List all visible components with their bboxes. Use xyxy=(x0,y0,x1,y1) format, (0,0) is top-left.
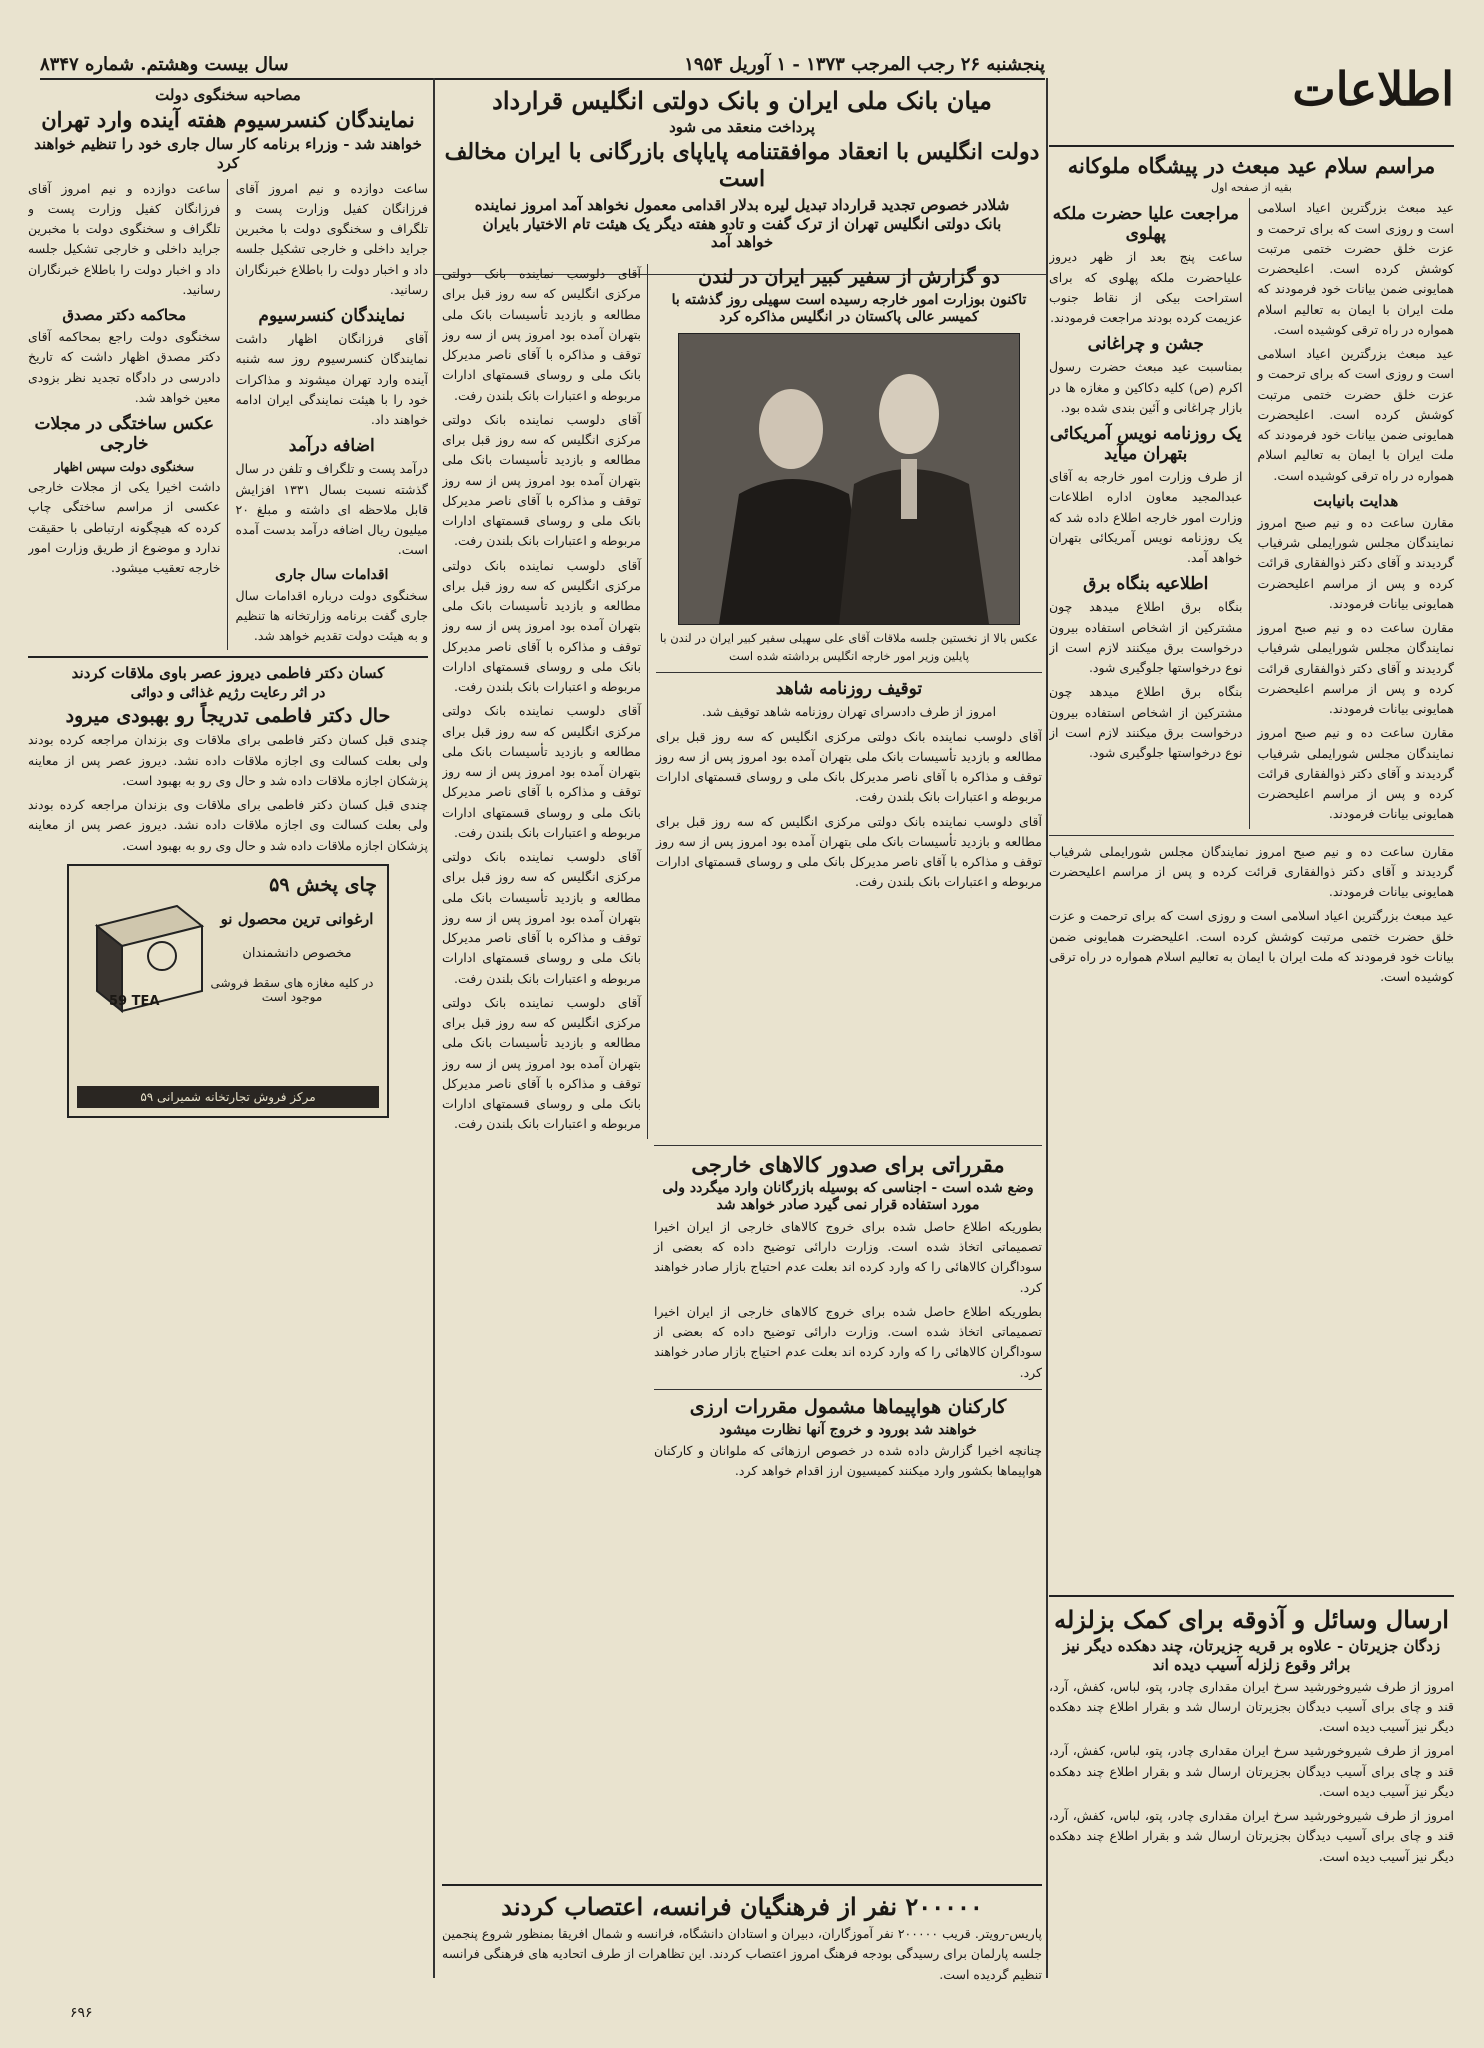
masthead: اطلاعات xyxy=(1292,62,1454,116)
date-line: پنجشنبه ۲۶ رجب المرجب ۱۳۷۳ - ۱ آوریل ۱۹۵۴ xyxy=(684,53,1045,75)
sallam-intro: بقیه از صفحه اول xyxy=(1211,181,1292,195)
photo-news-kicker: سخنگوی دولت سپس اظهار xyxy=(54,460,195,474)
aid-body: امروز از طرف شیروخورشید سرخ ایران مقداری چادر، پتو، لباس، کفش، آرد، قند و چای برای آسیب دیدگان بجزیرتان ارسال شد و بقرار اطلاع چند دهکده دیگر نیز آسیب دیده است. xyxy=(1049,1678,1454,1734)
consortium-title: نمایندگان کنسرسیوم xyxy=(258,306,406,326)
ambassador-photo xyxy=(678,333,1020,625)
sallam-body: عید مبعث بزرگترین اعیاد اسلامی است و روزی است که برای ترحمت و عزت خلق حضرت ختمی مرتبت کوشش کرده است. اعلیحضرت همایونی ضمن بیانات خود فرمودند که ملت ایران با ایمان به تعالیم اسلام همواره در راه ترقی کوشیده است. xyxy=(1257,346,1454,483)
guidance-title: هدایت بانیابت xyxy=(1313,491,1399,510)
lead-deck: شلادر خصوص تجدید قرارداد تبدیل لیره بدلار اقدامی معمول نخواهد آمد امروز نماینده بانک دولتی انگلیس تهران از ترک گفت و تادو هفته دیگر یک هیئت تام الاختیار بایران خواهد آمد xyxy=(474,195,1010,252)
airline-title: کارکنان هواپیماها مشمول مقررات ارزی xyxy=(689,1395,1007,1418)
aid-deck: زدگان جزیرتان - علاوه بر قریه جزیرتان، چند دهکده دیگر نیز براثر وقوع زلزله آسیب دیده اند xyxy=(1062,1637,1441,1674)
fatemi-article xyxy=(28,656,428,856)
airline-deck: خواهند شد بورود و خروج آنها نظارت میشود xyxy=(719,1421,977,1438)
lead-body: آقای دلوسب نماینده بانک دولتی مرکزی انگلیس که سه روز قبل برای مطالعه و بازدید تأسیسات بانک ملی بتهران آمده بود امروز پس از سه روز توقف و مذاکره با آقای ناصر مدیرکل بانک ملی و روسای قسمتهای ادارات مربوطه و اعتبارات بانک بلندن رفت. xyxy=(442,557,641,694)
center-column xyxy=(442,84,1042,1984)
header-bar xyxy=(40,50,1045,80)
mossadegh-body: سخنگوی دولت راجع بمحاکمه آقای دکتر مصدق اظهار داشت که تاریخ دادرسی در دادگاه تجدید نظر بزودی معین خواهد شد. xyxy=(28,329,221,405)
journalist-body: از طرف وزارت امور خارجه به آقای عبدالمجید معاون اداره اطلاعات وزارت امور خارجه اطلاع داده شد که یک روزنامه نویس آمریکائی بتهران خواهد آمد. xyxy=(1049,469,1243,565)
concert-deck: خواهند شد - وزراء برنامه کار سال جاری خود را تنظیم خواهند کرد xyxy=(34,135,422,172)
lead-kicker: میان بانک ملی ایران و بانک دولتی انگلیس قرارداد xyxy=(492,86,992,115)
power-title: اطلاعیه بنگاه برق xyxy=(1083,574,1209,595)
stop-title: توقیف روزنامه شاهد xyxy=(775,679,923,699)
column-rule xyxy=(1046,78,1048,1978)
aid-body: امروز از طرف شیروخورشید سرخ ایران مقداری چادر، پتو، لباس، کفش، آرد، قند و چای برای آسیب دیدگان بجزیرتان ارسال شد و بقرار اطلاع چند دهکده دیگر نیز آسیب دیده است. xyxy=(1049,1808,1454,1864)
income-body: درآمد پست و تلگراف و تلفن در سال گذشته نسبت بسال ۱۳۳۱ افزایش قابل ملاحظه ای داشته و مبلغ ۲۰ میلیون ریال اضافه درآمد بدست آمده است. xyxy=(235,461,428,558)
fest-body: بمناسبت عید مبعث حضرت رسول اکرم (ص) کلیه دکاکین و مغازه ها در بازار چراغانی و آئین بندی شده بود. xyxy=(1049,359,1243,415)
fatemi-body: چندی قبل کسان دکتر فاطمی برای ملاقات وی بزندان مراجعه کرده بودند ولی بعلت کسالت وی اجازه ملاقات داده نشد. دیروز عصر پس از معاینه پزشکان اجازه ملاقات داده شد و حال وی رو به بهبود است. xyxy=(28,797,428,853)
concert-body: ساعت دوازده و نیم امروز آقای فرزانگان کفیل وزارت پست و تلگراف و سخنگوی دولت با مخبرین جراید داخلی و خارجی تشکیل جلسه داد و اخبار دولت را باطلاع خبرنگاران رسانید. xyxy=(235,180,428,297)
page-number: ۶۹۶ xyxy=(70,2005,93,2021)
lead-body: آقای دلوسب نماینده بانک دولتی مرکزی انگلیس که سه روز قبل برای مطالعه و بازدید تأسیسات بانک ملی بتهران آمده بود امروز پس از سه روز توقف و مذاکره با آقای ناصر مدیرکل بانک ملی و روسای قسمتهای ادارات مربوطه و اعتبارات بانک بلندن رفت. xyxy=(442,849,641,986)
ad-sub: مخصوص دانشمندان xyxy=(242,945,352,961)
fatemi-body: چندی قبل کسان دکتر فاطمی برای ملاقات وی بزندان مراجعه کرده بودند ولی بعلت کسالت وی اجازه ملاقات داده نشد. دیروز عصر پس از معاینه پزشکان اجازه ملاقات داده شد و حال وی رو به بهبود است. xyxy=(28,732,428,788)
tea-advertisement xyxy=(67,864,389,1118)
ad-slogan: ارغوانی ترین محصول نو xyxy=(220,909,374,928)
photo-news-title: عکس ساختگی در مجلات خارجی xyxy=(34,414,215,454)
lead-subkicker: پرداخت منعقد می شود xyxy=(669,118,815,136)
london-body: آقای دلوسب نماینده بانک دولتی مرکزی انگلیس که سه روز قبل برای مطالعه و بازدید تأسیسات بانک ملی بتهران آمده بود امروز پس از سه روز توقف و مذاکره با آقای ناصر مدیرکل بانک ملی و روسای قسمتهای ادارات مربوطه و اعتبارات بانک بلندن رفت. xyxy=(655,813,1042,890)
lead-body: آقای دلوسب نماینده بانک دولتی مرکزی انگلیس که سه روز قبل برای مطالعه و بازدید تأسیسات بانک ملی بتهران آمده بود امروز پس از سه روز توقف و مذاکره با آقای ناصر مدیرکل بانک ملی و روسای قسمتهای ادارات مربوطه و اعتبارات بانک بلندن رفت. xyxy=(442,703,641,840)
london-title: دو گزارش از سفیر کبیر ایران در لندن xyxy=(698,266,1000,288)
export-body: بطوریکه اطلاع حاصل شده برای خروج کالاهای خارجی از ایران اخیرا تصمیماتی اتخاذ شده است. وزارت دارائی توضیح داده که بعضی از سوداگران کالاهائی را که وارد کرده اند بعلت عدم احتیاج بازار صادر خواهند کرد. xyxy=(654,1303,1042,1380)
ad-label: 59 TEA xyxy=(109,993,160,1009)
consortium-body: آقای فرزانگان اظهار داشت نمایندگان کنسرسیوم روز سه شنبه آینده وارد تهران میشوند و مذاکرات خود را با هیئت نمایندگی ایران ادامه خواهند داد. xyxy=(235,331,428,427)
queen-body: ساعت پنج بعد از ظهر دیروز علیاحضرت ملکه پهلوی که برای استراحت بیکی از نقاط جنوب عزیمت کرده بودند مراجعت فرمودند. xyxy=(1049,249,1243,325)
airline-body: چنانچه اخیرا گزارش داده شده در خصوص ارزهائی که ملوانان و کارکنان هواپیماها بکشور وارد میکنند کمیسیون ارز اقدام خواهد کرد. xyxy=(654,1443,1042,1479)
lead-title: دولت انگلیس با انعقاد موافقتنامه پایاپای بازرگانی با ایران مخالف است xyxy=(444,138,1040,193)
export-deck: وضع شده است - اجناسی که بوسیله بازرگانان وارد میگردد ولی مورد استفاده قرار نمی گیرد صادر خواهد شد xyxy=(662,1179,1034,1214)
annual-title: اقدامات سال جاری xyxy=(275,566,389,583)
left-column xyxy=(28,84,428,1984)
concert-kicker: مصاحبه سخنگوی دولت xyxy=(155,86,301,104)
fatemi-title: حال دکتر فاطمی تدریجاً رو بهبودی میرود xyxy=(65,704,391,727)
bottom-title: ۲۰۰۰۰۰ نفر از فرهنگیان فرانسه، اعتصاب کردند xyxy=(501,1892,983,1921)
fatemi-deck: در اثر رعایت رژیم غذائی و دوائی xyxy=(130,685,326,701)
power-body: بنگاه برق اطلاع میدهد چون مشترکین از اشخاص استفاده بیرون درخواست برق میکنند لازم است از نوع درخواستها جلوگیری شود. xyxy=(1049,684,1243,760)
ad-shops: در کلیه مغازه های سقط فروشی موجود است xyxy=(210,975,374,1004)
london-deck: تاکنون بوزارت امور خارجه رسیده است سهیلی روز گذشته با کمیسر عالی پاکستان در انگلیس مذاکره کرد xyxy=(671,291,1027,326)
column-rule xyxy=(433,78,435,1978)
ad-brand: چای پخش ۵۹ xyxy=(269,873,377,896)
sallam-body: عید مبعث بزرگترین اعیاد اسلامی است و روزی است که برای ترحمت و عزت خلق حضرت ختمی مرتبت کوشش کرده است. اعلیحضرت همایونی ضمن بیانات خود فرمودند که ملت ایران با ایمان به تعالیم اسلام همواره در راه ترقی کوشیده است. xyxy=(1049,908,1454,984)
sallam-body: عید مبعث بزرگترین اعیاد اسلامی است و روزی است که برای ترحمت و عزت خلق حضرت ختمی مرتبت کوشش کرده است. اعلیحضرت همایونی ضمن بیانات خود فرمودند که ملت ایران با ایمان به تعالیم اسلام همواره در راه ترقی کوشیده است. xyxy=(1257,200,1454,337)
right-column xyxy=(1049,50,1454,1945)
stop-body: امروز از طرف دادسرای تهران روزنامه شاهد توقیف شد. xyxy=(701,704,997,720)
fest-title: جشن و چراغانی xyxy=(1087,334,1204,355)
ad-footer: مرکز فروش تجارتخانه شمیرانی ۵۹ xyxy=(77,1086,379,1108)
guidance-body: مقارن ساعت ده و نیم صبح امروز نمایندگان مجلس شورایملی شرفیاب گردیدند و آقای دکتر ذوالفقاری قرائت کرده و پس از مراسم اعلیحضرت همایونی بیانات فرمودند. xyxy=(1257,514,1454,611)
sallam-title: مراسم سلام عید مبعث در پیشگاه ملوکانه xyxy=(1067,153,1436,178)
photo-caption: عکس بالا از نخستین جلسه ملاقات آقای علی سهیلی سفیر کبیر ایران در لندن با پایلین وزیر امور خارجه انگلیس برداشته شده است xyxy=(659,630,1039,664)
aid-article xyxy=(1049,1595,1454,1871)
mossadegh-title: محاکمه دکتر مصدق xyxy=(62,306,187,324)
lead-body: آقای دلوسب نماینده بانک دولتی مرکزی انگلیس که سه روز قبل برای مطالعه و بازدید تأسیسات بانک ملی بتهران آمده بود امروز پس از سه روز توقف و مذاکره با آقای ناصر مدیرکل بانک ملی و روسای قسمتهای ادارات مربوطه و اعتبارات بانک بلندن رفت. xyxy=(442,994,641,1132)
concert-title: نمایندگان کنسرسیوم هفته آینده وارد تهران xyxy=(41,106,415,132)
journalist-title: یک روزنامه نویس آمریکائی بتهران میآید xyxy=(1049,424,1242,464)
annual-body: سخنگوی دولت درباره اقدامات سال جاری گفت برنامه وزارتخانه ها تنظیم و به هیئت دولت تقدیم خواهد شد. xyxy=(235,587,428,643)
lead-body: آقای دلوسب نماینده بانک دولتی مرکزی انگلیس که سه روز قبل برای مطالعه و بازدید تأسیسات بانک ملی بتهران آمده بود امروز پس از سه روز توقف و مذاکره با آقای ناصر مدیرکل بانک ملی و روسای قسمتهای ادارات مربوطه و اعتبارات بانک بلندن رفت. xyxy=(442,266,641,403)
export-title: مقرراتی برای صدور کالاهای خارجی xyxy=(691,1151,1005,1177)
photo-figures xyxy=(679,334,1019,624)
london-body: آقای دلوسب نماینده بانک دولتی مرکزی انگلیس که سه روز قبل برای مطالعه و بازدید تأسیسات بانک ملی بتهران آمده بود امروز پس از سه روز توقف و مذاکره با آقای ناصر مدیرکل بانک ملی و روسای قسمتهای ادارات مربوطه و اعتبارات بانک بلندن رفت. xyxy=(655,728,1042,805)
guidance-body: مقارن ساعت ده و نیم صبح امروز نمایندگان مجلس شورایملی شرفیاب گردیدند و آقای دکتر ذوالفقاری قرائت کرده و پس از مراسم اعلیحضرت همایونی بیانات فرمودند. xyxy=(1049,843,1454,899)
bottom-body: پاریس-رویتر. قریب ۲۰۰۰۰۰ نفر آموزگاران، دبیران و استادان دانشگاه، فرانسه و شمال افریقا بمنظور شروع پنجمین جلسه پارلمان برای رسیدگی بودجه فرهنگ امروز اعتصاب کردند. این تظاهرات از طرف اتحادیه های فرهنگی فرانسه تنظیم گردیده است. xyxy=(442,1926,1042,1982)
income-title: اضافه درآمد xyxy=(288,436,375,457)
photo-news-body: داشت اخیرا یکی از مجلات خارجی عکسی از مراسم ساختگی چاپ کرده که هیچگونه ارتباطی با حقیقت ندارد و موضوع از طریق وزارت امور خارجه تعقیب میشود. xyxy=(28,479,221,575)
guidance-body: مقارن ساعت ده و نیم صبح امروز نمایندگان مجلس شورایملی شرفیاب گردیدند و آقای دکتر ذوالفقاری قرائت کرده و پس از مراسم اعلیحضرت همایونی بیانات فرمودند. xyxy=(1257,620,1454,716)
queen-title: مراجعت علیا حضرت ملکه پهلوی xyxy=(1052,204,1239,245)
export-article xyxy=(654,1145,1042,1482)
bottom-article xyxy=(442,1884,1042,1984)
export-body: بطوریکه اطلاع حاصل شده برای خروج کالاهای خارجی از ایران اخیرا تصمیماتی اتخاذ شده است. وزارت دارائی توضیح داده که بعضی از سوداگران کالاهائی را که وارد کرده اند بعلت عدم احتیاج بازار صادر خواهند کرد. xyxy=(654,1218,1042,1295)
fatemi-kicker: کسان دکتر فاطمی دیروز عصر باوی ملاقات کردند xyxy=(71,664,385,683)
concert-body: ساعت دوازده و نیم امروز آقای فرزانگان کفیل وزارت پست و تلگراف و سخنگوی دولت با مخبرین جراید داخلی و خارجی تشکیل جلسه داد و اخبار دولت را باطلاع خبرنگاران رسانید. xyxy=(28,180,221,297)
lead-body: آقای دلوسب نماینده بانک دولتی مرکزی انگلیس که سه روز قبل برای مطالعه و بازدید تأسیسات بانک ملی بتهران آمده بود امروز پس از سه روز توقف و مذاکره با آقای ناصر مدیرکل بانک ملی و روسای قسمتهای ادارات مربوطه و اعتبارات بانک بلندن رفت. xyxy=(442,411,641,549)
guidance-body: مقارن ساعت ده و نیم صبح امروز نمایندگان مجلس شورایملی شرفیاب گردیدند و آقای دکتر ذوالفقاری قرائت کرده و پس از مراسم اعلیحضرت همایونی بیانات فرمودند. xyxy=(1257,725,1454,822)
issue-line: سال بیست وهشتم. شماره ۸۳۴۷ xyxy=(40,53,289,75)
power-body: بنگاه برق اطلاع میدهد چون مشترکین از اشخاص استفاده بیرون درخواست برق میکنند لازم است از نوع درخواستها جلوگیری شود. xyxy=(1049,599,1243,675)
aid-title: ارسال وسائل و آذوقه برای کمک بزلزله xyxy=(1054,1605,1449,1634)
masthead-area xyxy=(1049,50,1454,147)
aid-body: امروز از طرف شیروخورشید سرخ ایران مقداری چادر، پتو، لباس، کفش، آرد، قند و چای برای آسیب دیدگان بجزیرتان ارسال شد و بقرار اطلاع چند دهکده دیگر نیز آسیب دیده است. xyxy=(1049,1743,1454,1799)
